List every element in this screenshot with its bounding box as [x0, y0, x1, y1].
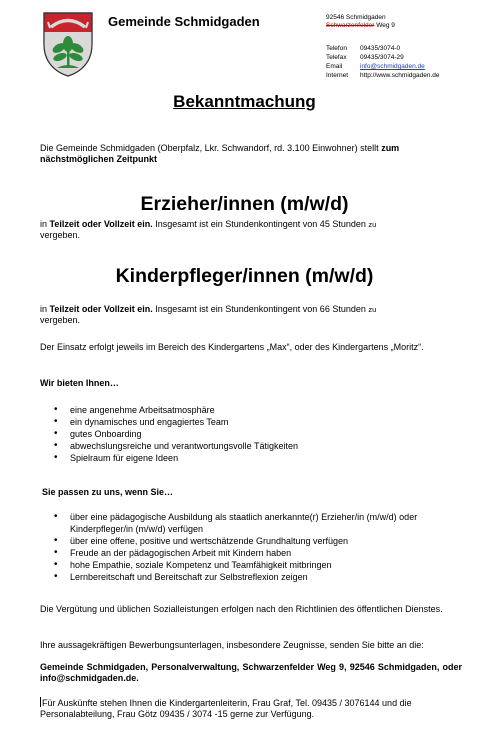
fit-heading: Sie passen zu uns, wenn Sie…: [42, 487, 174, 497]
contact-website: Internet http://www.schmidgaden.de: [326, 72, 440, 79]
intro-paragraph: Die Gemeinde Schmidgaden (Oberpfalz, Lkr. Schwandorf, rd. 3.100 Einwohner) stellt zum nächstmöglichen Zeitpunkt: [40, 143, 400, 164]
list-item: • Lernbereitschaft und Bereitschaft zur Selbstreflexion zeigen: [52, 571, 452, 583]
list-item: • gutes Onboarding: [52, 428, 452, 440]
list-item: • eine angenehme Arbeitsatmosphäre: [52, 404, 452, 416]
page-title: Bekanntmachung: [173, 92, 316, 111]
address-street-struck: Schwarzenfelder: [326, 22, 375, 29]
contact-paragraph: Für Auskünfte stehen Ihnen die Kindergartenleiterin, Frau Graf, Tel. 09435 / 3076144 und die Personalabteilung, Frau Götz 09435 / 3074 -15 gerne zur Verfügung.: [40, 698, 412, 719]
contact-fax: Telefax 09435/3074-29: [326, 54, 404, 61]
list-item: • über eine pädagogische Ausbildung als staatlich anerkannte(r) Erzieher/in (m/w/d) oder Kinderpfleger/in (m/w/d) verfügen: [52, 511, 452, 535]
list-item: • Freude an der pädagogischen Arbeit mit Kindern haben: [52, 547, 452, 559]
list-item: • Spielraum für eigene Ideen: [52, 452, 452, 464]
text-cursor: [40, 697, 41, 707]
list-item: • über eine offene, positive und wertschätzende Grundhaltung verfügen: [52, 535, 452, 547]
list-item: • ein dynamisches und engagiertes Team: [52, 416, 452, 428]
fit-list: [52, 511, 452, 583]
address-street-rest: Weg 9: [374, 22, 395, 29]
job-description-kinderpfleger: in Teilzeit oder Vollzeit ein. Insgesamt ist ein Stundenkontingent von 66 Stunden zu vergeben.: [40, 304, 377, 325]
offers-heading: Wir bieten Ihnen…: [40, 378, 119, 388]
offers-list: [52, 404, 452, 464]
salary-paragraph: Die Vergütung und üblichen Sozialleistungen erfolgen nach den Richtlinien des öffentlichen Dienstes.: [40, 604, 443, 614]
org-name: Gemeinde Schmidgaden: [108, 14, 260, 29]
apply-address: Gemeinde Schmidgaden, Personalverwaltung, Schwarzenfelder Weg 9, 92546 Schmidgaden, oder info@schmidgaden.de.: [40, 662, 462, 683]
list-item: • hohe Empathie, soziale Kompetenz und Teamfähigkeit mitbringen: [52, 559, 452, 571]
municipal-crest-icon: [41, 10, 95, 78]
job-description-erzieher: in Teilzeit oder Vollzeit ein. Insgesamt ist ein Stundenkontingent von 45 Stunden zu vergeben.: [40, 219, 377, 240]
address-line-2: [326, 22, 395, 30]
apply-paragraph: Ihre aussagekräftigen Bewerbungsunterlagen, insbesondere Zeugnisse, senden Sie bitte an die:: [40, 640, 424, 650]
contact-phone: Telefon 09435/3074-0: [326, 45, 401, 52]
contact-email: Email info@schmidgaden.de: [326, 63, 425, 70]
list-item: • abwechslungsreiche und verantwortungsvolle Tätigkeiten: [52, 440, 452, 452]
job-heading-erzieher: Erzieher/innen (m/w/d): [140, 193, 349, 215]
job-heading-kinderpfleger: Kinderpfleger/innen (m/w/d): [115, 265, 374, 287]
address-line-1: 92546 Schmidgaden: [326, 14, 386, 21]
location-paragraph: Der Einsatz erfolgt jeweils im Bereich des Kindergartens „Max“, oder des Kindergartens „Moritz“.: [40, 342, 424, 352]
website-link[interactable]: http://www.schmidgaden.de: [360, 72, 440, 79]
email-link[interactable]: info@schmidgaden.de: [360, 63, 425, 70]
